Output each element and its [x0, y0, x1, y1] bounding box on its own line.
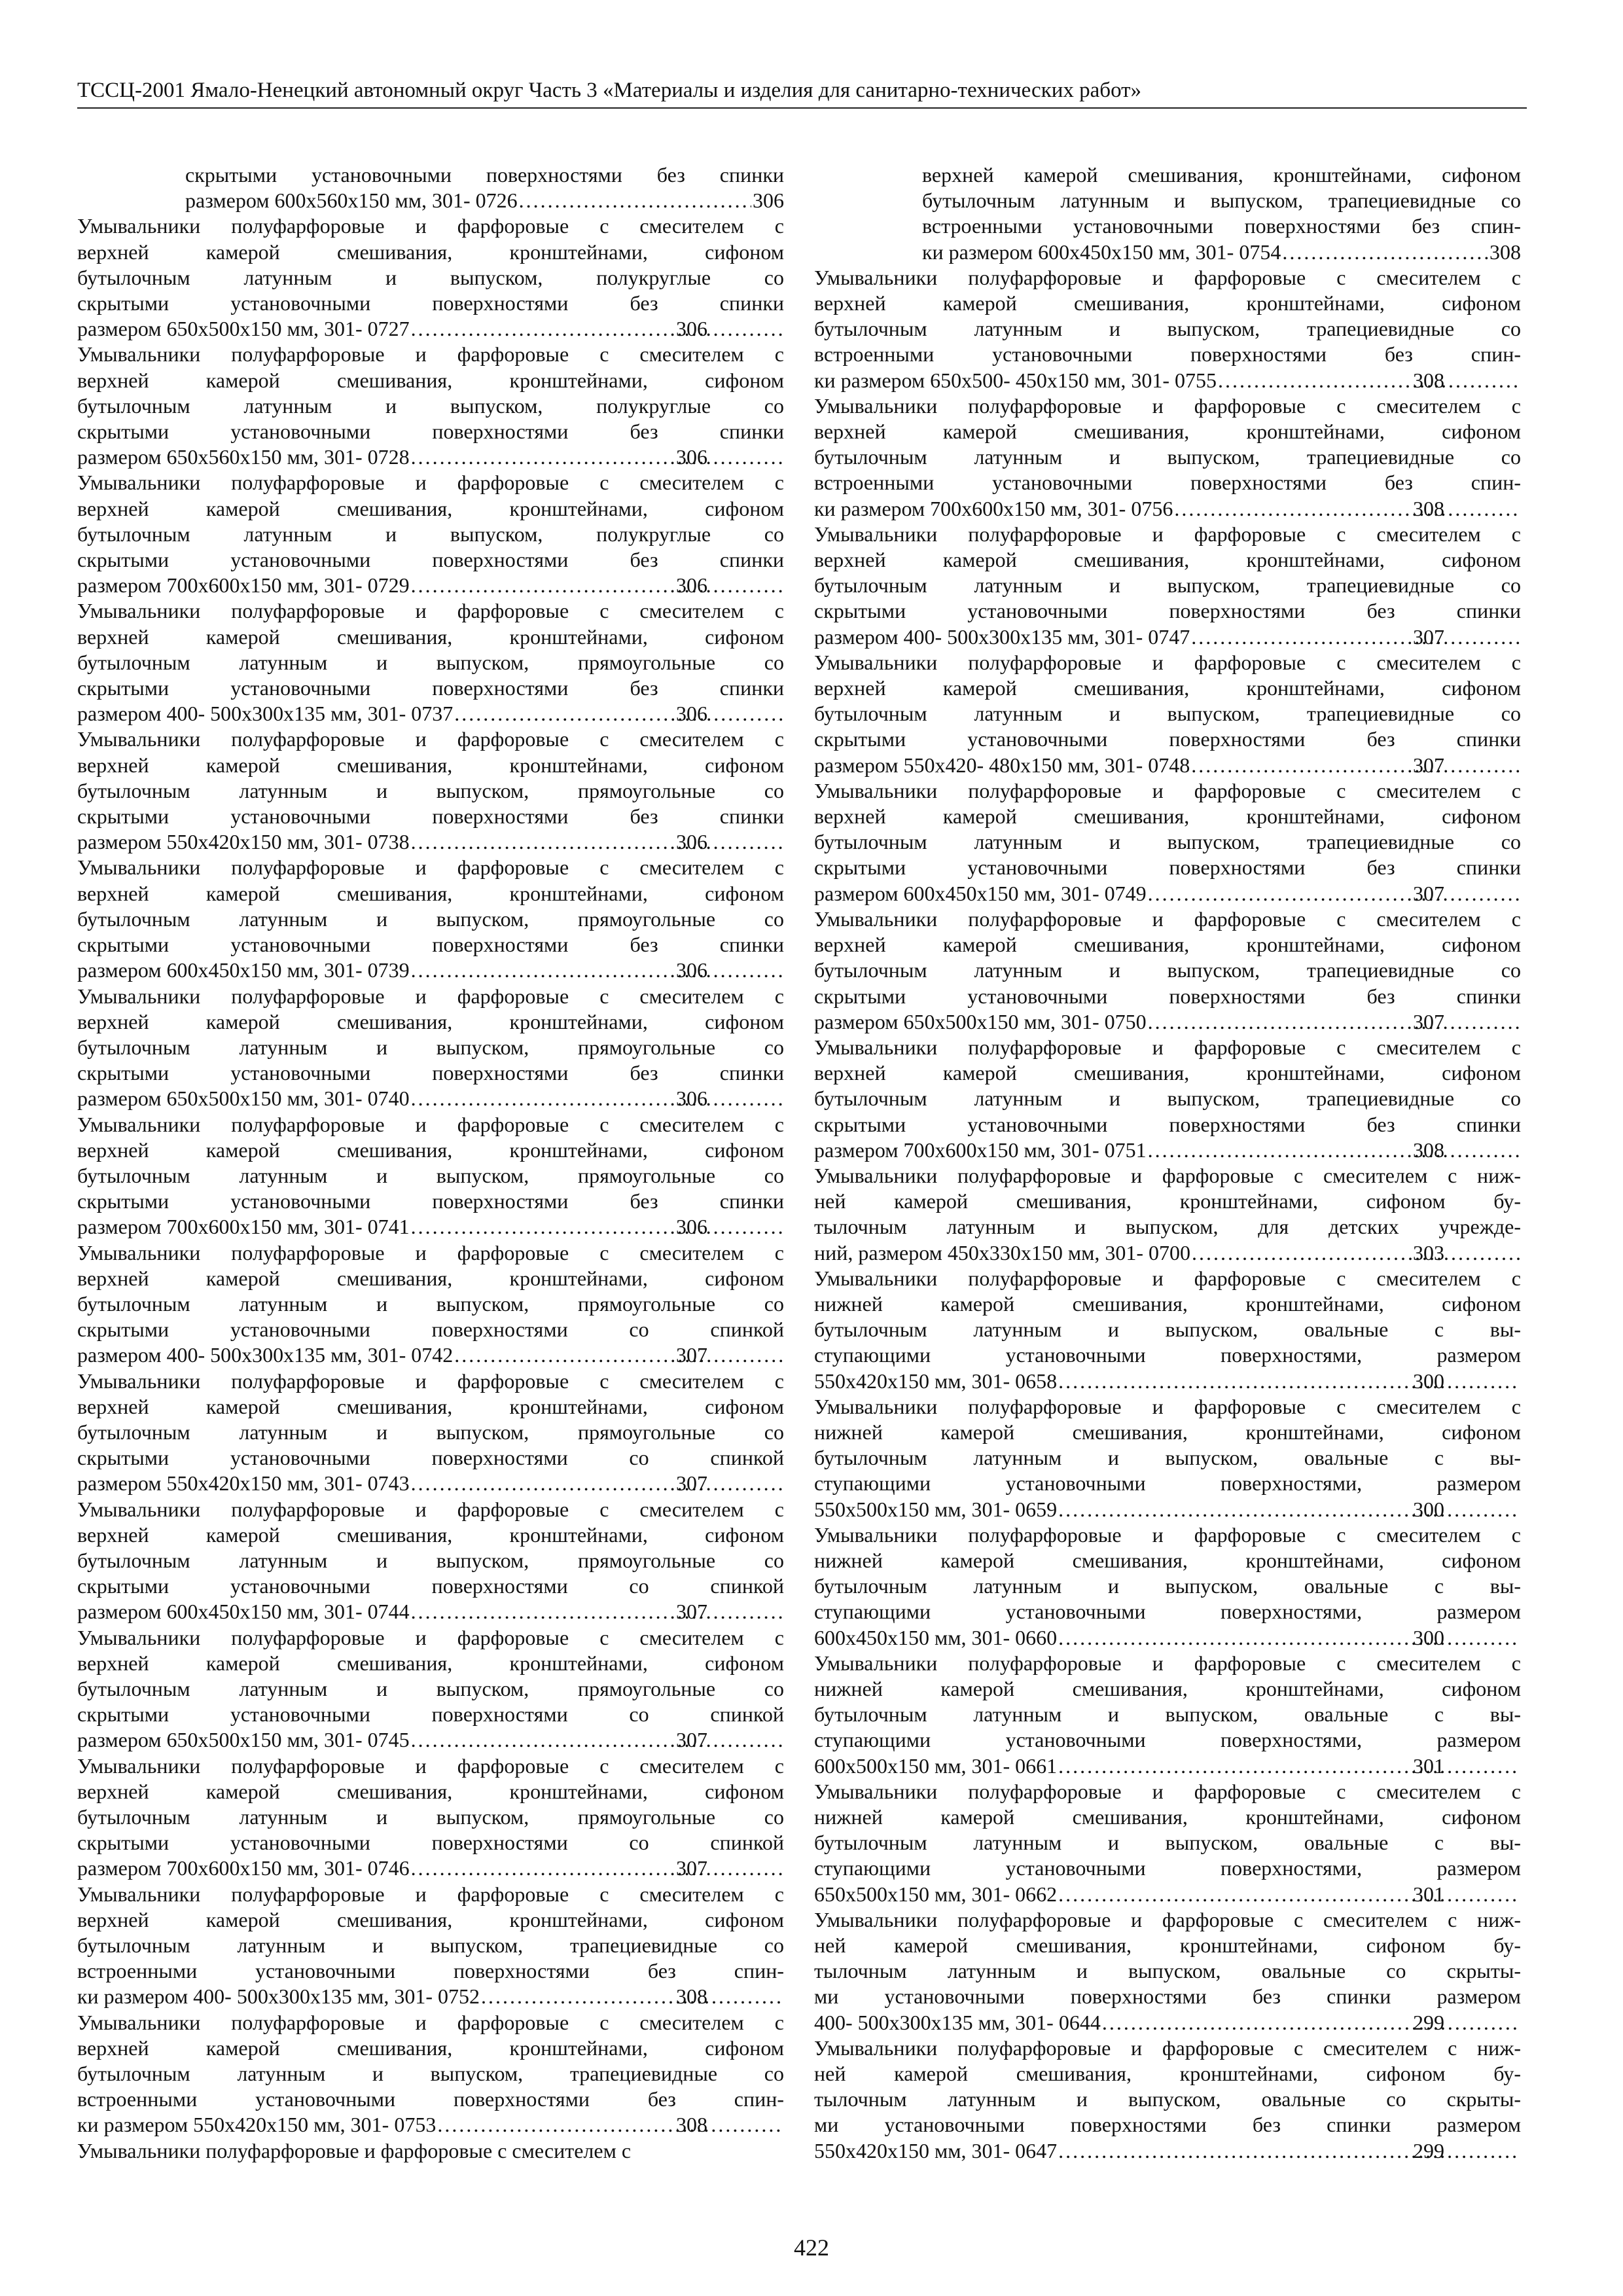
entry-last-line: размером 550х420- 480х150 мм, 301- 0748 ..... 307	[922, 753, 1521, 778]
entry-line: Умывальники полуфарфоровые и фарфоровые с смесителем с	[77, 1625, 784, 1649]
entry-size-code: размером 600х450х150 мм, 301- 0739	[77, 958, 410, 982]
entry-last-line: размером 650х500х150 мм, 301- 0745 ..... 307	[185, 1727, 784, 1753]
entry-line: бутылочным латунным и выпуском, трапециевидные со	[814, 958, 1521, 982]
index-entry	[814, 522, 1521, 650]
entry-line: встроенными установочными поверхностями без спин-	[77, 1959, 784, 1983]
entry-line: скрытыми установочными поверхностями со спинкой	[77, 1831, 784, 1855]
index-entry	[814, 906, 1521, 1035]
index-entry	[77, 213, 784, 342]
dot-leader	[437, 2112, 783, 2138]
entry-line: скрытыми установочными поверхностями без спинки	[77, 291, 784, 315]
index-entry	[814, 1779, 1521, 1907]
entry-last-line: 550х420х150 мм, 301- 0647 ..... 299	[922, 2138, 1521, 2164]
index-entry	[814, 1035, 1521, 1163]
entry-line: бутылочным латунным и выпуском, трапециевидные со	[814, 573, 1521, 598]
entry-line: бутылочным латунным и выпуском, овальные с вы-	[814, 1831, 1521, 1855]
entry-last-line: размером 650х500х150 мм, 301- 0740 ..... 306	[185, 1086, 784, 1111]
entry-line: Умывальники полуфарфоровые и фарфоровые с смесителем с ниж-	[814, 1163, 1521, 1187]
entry-line: Умывальники полуфарфоровые и фарфоровые с смесителем с	[814, 522, 1521, 546]
entry-line: бутылочным латунным и выпуском, полукруглые со	[77, 265, 784, 289]
entry-line: Умывальники полуфарфоровые и фарфоровые с смесителем с	[814, 393, 1521, 418]
entry-line: Умывальники полуфарфоровые и фарфоровые с смесителем с	[77, 2010, 784, 2034]
entry-line: Умывальники полуфарфоровые и фарфоровые с смесителем с	[814, 906, 1521, 931]
entry-size-code: 650х500х150 мм, 301- 0662	[814, 1882, 1058, 1906]
entry-line: верхней камерой смешивания, кронштейнами, сифоном	[814, 548, 1521, 572]
entry-line: ступающими установочными поверхностями, размером	[814, 1728, 1521, 1752]
entry-line: ступающими установочными поверхностями, размером	[814, 1471, 1521, 1496]
entry-size-code: размером 400- 500х300х135 мм, 301- 0742	[77, 1343, 454, 1367]
dot-leader	[411, 444, 783, 470]
dot-leader	[454, 1342, 783, 1368]
entry-size-code: размером 650х560х150 мм, 301- 0728	[77, 445, 410, 469]
dot-leader	[411, 1471, 783, 1496]
entry-size-code: размером 550х420х150 мм, 301- 0738	[77, 830, 410, 854]
entry-line: скрытыми установочными поверхностями без спинки	[814, 1112, 1521, 1136]
entry-size-code: размером 650х500х150 мм, 301- 0740	[77, 1086, 410, 1111]
entry-line: скрытыми установочными поверхностями без спинки	[77, 933, 784, 957]
entry-line: Умывальники полуфарфоровые и фарфоровые с смесителем с	[814, 650, 1521, 674]
entry-line: ми установочными поверхностями без спинки размером	[814, 1984, 1521, 2009]
index-entry	[77, 2138, 784, 2164]
dot-leader	[411, 1599, 783, 1624]
entry-line: бутылочным латунным и выпуском, прямоугольные со	[77, 778, 784, 802]
entry-line: бутылочным латунным и выпуском, овальные с вы-	[814, 1574, 1521, 1598]
entry-last-line: размером 600х450х150 мм, 301- 0744 ..... 307	[185, 1599, 784, 1624]
dot-leader	[1058, 1625, 1520, 1651]
entry-size-code: размером 700х600х150 мм, 301- 0746	[77, 1856, 410, 1880]
dot-leader	[411, 1214, 783, 1240]
entry-line: нижней камерой смешивания, кронштейнами, сифоном	[814, 1548, 1521, 1572]
entry-line: Умывальники полуфарфоровые и фарфоровые с смесителем с	[814, 1779, 1521, 1803]
entry-page-ref: 306	[753, 188, 784, 213]
entry-line: скрытыми установочными поверхностями без спинки	[77, 420, 784, 444]
entry-last-line: размером 700х600х150 мм, 301- 0729 ..... 306	[185, 573, 784, 598]
entry-line: скрытыми установочными поверхностями со спинкой	[77, 1574, 784, 1598]
entry-line: бутылочным латунным и выпуском, полукруглые со	[77, 522, 784, 546]
entry-line: скрытыми установочными поверхностями без спинки	[77, 804, 784, 829]
entry-last-line: 400- 500х300х135 мм, 301- 0644 ..... 299	[922, 2010, 1521, 2036]
entry-line: верхней камерой смешивания, кронштейнами, сифоном	[77, 1522, 784, 1547]
entry-line: Умывальники полуфарфоровые и фарфоровые с смесителем с	[77, 1497, 784, 1521]
entry-line: верхней камерой смешивания, кронштейнами, сифоном	[77, 624, 784, 649]
entry-size-code: размером 700х600х150 мм, 301- 0741	[77, 1215, 410, 1239]
entry-size-code: ки размером 600х450х150 мм, 301- 0754	[922, 240, 1281, 264]
entry-line: Умывальники полуфарфоровые и фарфоровые с смесителем с	[77, 727, 784, 751]
entry-size-code: размером 650х500х150 мм, 301- 0745	[77, 1728, 410, 1752]
entry-last-line: ки размером 650х500- 450х150 мм, 301- 0755 ..... 308	[922, 368, 1521, 393]
entry-line: бутылочным латунным и выпуском, прямоугольные со	[77, 1291, 784, 1316]
entry-line: нижней камерой смешивания, кронштейнами, сифоном	[814, 1291, 1521, 1316]
index-entry	[77, 1240, 784, 1369]
entry-line: бутылочным латунным и выпуском, прямоугольные со	[77, 1548, 784, 1572]
entry-line: Умывальники полуфарфоровые и фарфоровые с смесителем с ниж-	[814, 1907, 1521, 1931]
entry-line: ней камерой смешивания, кронштейнами, сифоном бу-	[814, 1189, 1521, 1213]
index-entry	[77, 1882, 784, 2010]
entry-line: тылочным латунным и выпуском, овальные со скрыты-	[814, 1959, 1521, 1983]
entry-size-code: размером 650х500х150 мм, 301- 0750	[814, 1009, 1147, 1033]
dot-leader	[411, 1856, 783, 1881]
entry-last-line: размером 550х420х150 мм, 301- 0743 ..... 307	[185, 1471, 784, 1496]
index-entry	[77, 1625, 784, 1753]
entry-line: тылочным латунным и выпуском, овальные со скрыты-	[814, 2087, 1521, 2111]
entry-size-code: размером 600х450х150 мм, 301- 0744	[77, 1600, 410, 1624]
entry-size-code: размером 700х600х150 мм, 301- 0729	[77, 573, 410, 598]
page-number-text: 422	[794, 2234, 829, 2261]
entry-last-line: размером 700х600х150 мм, 301- 0746 ..... 307	[185, 1856, 784, 1881]
index-entry	[77, 342, 784, 470]
dot-leader	[411, 958, 783, 983]
entry-line: Умывальники полуфарфоровые и фарфоровые с смесителем с	[77, 599, 784, 623]
entry-last-line: размером 550х420х150 мм, 301- 0738 ..... 306	[185, 829, 784, 855]
entry-size-code: ки размером 550х420х150 мм, 301- 0753	[77, 2113, 437, 2137]
entry-size-code: ки размером 650х500- 450х150 мм, 301- 0755	[814, 368, 1217, 392]
dot-leader	[1191, 753, 1520, 778]
index-entry	[77, 598, 784, 726]
entry-last-line: размером 700х600х150 мм, 301- 0741 ..... 306	[185, 1214, 784, 1240]
entry-line: Умывальники полуфарфоровые и фарфоровые с смесителем с	[77, 984, 784, 1008]
entry-last-line: 600х450х150 мм, 301- 0660 ..... 300	[922, 1625, 1521, 1651]
entry-line: верхней камерой смешивания, кронштейнами, сифоном	[77, 881, 784, 905]
entry-line: бутылочным латунным и выпуском, прямоугольные со	[77, 906, 784, 931]
entry-line: Умывальники полуфарфоровые и фарфоровые с смесителем с	[77, 2138, 632, 2162]
index-entry	[77, 2010, 784, 2138]
entry-line: бутылочным латунным и выпуском, овальные с вы-	[814, 1702, 1521, 1727]
entry-size-code: размером 650х500х150 мм, 301- 0727	[77, 317, 410, 341]
entry-line: бутылочным латунным и выпуском, полукруглые со	[77, 393, 784, 418]
entry-line: Умывальники полуфарфоровые и фарфоровые с смесителем с	[814, 1035, 1521, 1059]
entry-line: Умывальники полуфарфоровые и фарфоровые с смесителем с	[814, 265, 1521, 289]
entry-line: ней камерой смешивания, кронштейнами, сифоном бу-	[814, 1933, 1521, 1958]
entry-last-line: размером 400- 500х300х135 мм, 301- 0737 ..... 306	[185, 701, 784, 726]
entry-line: бутылочным латунным и выпуском, прямоугольные со	[77, 1805, 784, 1829]
entry-line: Умывальники полуфарфоровые и фарфоровые с смесителем с	[77, 342, 784, 367]
index-entry	[77, 1753, 784, 1882]
entry-last-line: 650х500х150 мм, 301- 0662 ..... 301	[922, 1882, 1521, 1907]
dot-leader	[1148, 1009, 1520, 1035]
entry-line: бутылочным латунным и выпуском, трапециевидные со	[814, 1086, 1521, 1111]
entry-line: Умывальники полуфарфоровые и фарфоровые с смесителем с	[77, 214, 784, 238]
entry-size-code: размером 400- 500х300х135 мм, 301- 0737	[77, 702, 454, 726]
index-entry	[814, 1394, 1521, 1522]
index-entry	[814, 2036, 1521, 2164]
entry-line: верхней камерой смешивания, кронштейнами, сифоном	[77, 753, 784, 777]
index-entry	[814, 1522, 1521, 1651]
entry-line: скрытыми установочными поверхностями со спинкой	[77, 1446, 784, 1470]
entry-line: скрытыми установочными поверхностями без спинки	[814, 599, 1521, 623]
index-entry	[814, 162, 1521, 265]
entry-line: верхней камерой смешивания, кронштейнами, сифоном	[77, 1009, 784, 1033]
entry-line: Умывальники полуфарфоровые и фарфоровые с смесителем с	[814, 1266, 1521, 1290]
entry-size-code: размером 600х560х150 мм, 301- 0726	[185, 188, 518, 213]
entry-line: скрытыми установочными поверхностями без спинки	[814, 727, 1521, 751]
entry-line: верхней камерой смешивания, кронштейнами, сифоном	[814, 804, 1521, 829]
dot-leader	[1218, 368, 1520, 393]
index-entry	[77, 1369, 784, 1497]
dot-leader	[411, 573, 783, 598]
entry-size-code: размером 600х450х150 мм, 301- 0749	[814, 881, 1147, 905]
entry-last-line: 550х500х150 мм, 301- 0659 ..... 300	[922, 1497, 1521, 1522]
index-entry	[77, 470, 784, 598]
entry-line: верхней камерой смешивания, кронштейнами, сифоном	[77, 368, 784, 392]
entry-page-ref: 308	[1489, 240, 1521, 264]
entry-line: Умывальники полуфарфоровые и фарфоровые с смесителем с	[77, 1240, 784, 1265]
entry-last-line	[922, 240, 1521, 265]
dot-leader	[1058, 1369, 1520, 1394]
entry-line: встроенными установочными поверхностями без спин-	[814, 471, 1521, 495]
index-column-left	[77, 162, 784, 2164]
entry-last-line: размером 600х450х150 мм, 301- 0739 ..... 306	[185, 958, 784, 983]
index-entry	[814, 778, 1521, 906]
entry-line: бутылочным латунным и выпуском, прямоугольные со	[77, 1163, 784, 1187]
index-entry	[77, 162, 784, 213]
index-entry	[814, 1266, 1521, 1394]
entry-line: скрытыми установочными поверхностями со спинкой	[77, 1318, 784, 1342]
entry-line: встроенными установочными поверхностями без спин-	[922, 214, 1521, 238]
entry-size-code: ки размером 400- 500х300х135 мм, 301- 0752	[77, 1984, 480, 2009]
entry-line: верхней камерой смешивания, кронштейнами, сифоном	[77, 2036, 784, 2060]
entry-line: верхней камерой смешивания, кронштейнами, сифоном	[77, 240, 784, 264]
entry-size-code: 400- 500х300х135 мм, 301- 0644	[814, 2010, 1101, 2034]
dot-leader	[411, 316, 783, 342]
entry-line: Умывальники полуфарфоровые и фарфоровые с смесителем с	[77, 1753, 784, 1778]
entry-last-line: размером 650х500х150 мм, 301- 0750 ..... 307	[922, 1009, 1521, 1035]
entry-line: бутылочным латунным и выпуском, трапециевидные со	[922, 188, 1521, 213]
entry-last-line	[185, 188, 784, 213]
dot-leader	[1174, 496, 1520, 522]
entry-line: скрытыми установочными поверхностями со спинкой	[77, 1702, 784, 1727]
entry-line: скрытыми установочными поверхностями без спинки	[185, 163, 784, 187]
page-number	[0, 2234, 1623, 2261]
dot-leader	[1282, 240, 1488, 265]
entry-line: верхней камерой смешивания, кронштейнами, сифоном	[77, 1394, 784, 1418]
entry-line: верхней камерой смешивания, кронштейнами, сифоном	[814, 291, 1521, 315]
entry-last-line: размером 400- 500х300х135 мм, 301- 0747 ..... 307	[922, 624, 1521, 650]
index-entry	[77, 1497, 784, 1625]
header-title: ТССЦ-2001 Ямало-Ненецкий автономный округ Часть 3 «Материалы и изделия для санитарно-технических работ»	[77, 79, 1142, 102]
entry-line: встроенными установочными поверхностями без спин-	[814, 342, 1521, 367]
entry-line: ступающими установочными поверхностями, размером	[814, 1343, 1521, 1367]
entry-line: бутылочным латунным и выпуском, трапециевидные со	[814, 317, 1521, 341]
dot-leader	[1148, 1138, 1520, 1163]
entry-line: верхней камерой смешивания, кронштейнами, сифоном	[77, 1779, 784, 1803]
entry-line: бутылочным латунным и выпуском, прямоугольные со	[77, 1420, 784, 1444]
entry-size-code: ний, размером 450х330х150 мм, 301- 0700	[814, 1240, 1191, 1265]
dot-leader	[1191, 624, 1520, 650]
entry-size-code: 600х500х150 мм, 301- 0661	[814, 1753, 1058, 1778]
index-entry	[77, 726, 784, 855]
entry-size-code: размером 550х420х150 мм, 301- 0743	[77, 1471, 410, 1496]
entry-last-line: 550х420х150 мм, 301- 0658 ..... 300	[922, 1369, 1521, 1394]
entry-size-code: 550х420х150 мм, 301- 0658	[814, 1369, 1058, 1393]
index-entry	[77, 984, 784, 1112]
entry-line: нижней камерой смешивания, кронштейнами, сифоном	[814, 1676, 1521, 1700]
index-entry	[814, 265, 1521, 393]
entry-line: бутылочным латунным и выпуском, прямоугольные со	[77, 1676, 784, 1700]
entry-last-line: 600х500х150 мм, 301- 0661 ..... 301	[922, 1753, 1521, 1779]
dot-leader	[454, 701, 783, 726]
entry-line: Умывальники полуфарфоровые и фарфоровые с смесителем с	[814, 1394, 1521, 1418]
entry-line: верхней камерой смешивания, кронштейнами, сифоном	[814, 1061, 1521, 1085]
entry-line: бутылочным латунным и выпуском, трапециевидные со	[814, 445, 1521, 469]
entry-line: скрытыми установочными поверхностями без спинки	[77, 1189, 784, 1213]
dot-leader	[411, 1727, 783, 1753]
entry-line: Умывальники полуфарфоровые и фарфоровые с смесителем с	[77, 471, 784, 495]
entry-line: верхней камерой смешивания, кронштейнами, сифоном	[77, 496, 784, 520]
entry-line: ступающими установочными поверхностями, размером	[814, 1856, 1521, 1880]
entry-line: скрытыми установочными поверхностями без спинки	[77, 548, 784, 572]
entry-size-code: 600х450х150 мм, 301- 0660	[814, 1625, 1058, 1649]
entry-line: верхней камерой смешивания, кронштейнами, сифоном	[77, 1907, 784, 1931]
entry-line: встроенными установочными поверхностями без спин-	[77, 2087, 784, 2111]
entry-line: ми установочными поверхностями без спинки размером	[814, 2113, 1521, 2137]
entry-line: Умывальники полуфарфоровые и фарфоровые с смесителем с	[814, 1522, 1521, 1547]
entry-line: Умывальники полуфарфоровые и фарфоровые с смесителем с ниж-	[814, 2036, 1521, 2060]
index-entry	[814, 650, 1521, 778]
dot-leader	[1058, 1497, 1520, 1522]
entry-line: скрытыми установочными поверхностями без спинки	[814, 984, 1521, 1008]
entry-line: верхней камерой смешивания, кронштейнами, сифоном	[814, 933, 1521, 957]
entry-line: тылочным латунным и выпуском, для детских учрежде-	[814, 1215, 1521, 1239]
entry-line: Умывальники полуфарфоровые и фарфоровые с смесителем с	[814, 1651, 1521, 1675]
entry-line: бутылочным латунным и выпуском, трапециевидные со	[77, 1933, 784, 1958]
entry-line: скрытыми установочными поверхностями без спинки	[77, 676, 784, 700]
entry-line: Умывальники полуфарфоровые и фарфоровые с смесителем с	[77, 855, 784, 880]
index-entry	[77, 855, 784, 983]
entry-last-line: размером 700х600х150 мм, 301- 0751 ..... 308	[922, 1138, 1521, 1163]
entry-line: нижней камерой смешивания, кронштейнами, сифоном	[814, 1805, 1521, 1829]
index-entry	[77, 1112, 784, 1240]
index-entry	[814, 393, 1521, 522]
entry-line: верхней камерой смешивания, кронштейнами, сифоном	[922, 163, 1521, 187]
dot-leader	[1102, 2010, 1520, 2036]
entry-line: верхней камерой смешивания, кронштейнами, сифоном	[814, 676, 1521, 700]
entry-line: верхней камерой смешивания, кронштейнами, сифоном	[77, 1651, 784, 1675]
entry-last-line: ки размером 550х420х150 мм, 301- 0753 ..... 308	[185, 2112, 784, 2138]
entry-line: верхней камерой смешивания, кронштейнами, сифоном	[814, 420, 1521, 444]
dot-leader	[1058, 1882, 1520, 1907]
entry-line: Умывальники полуфарфоровые и фарфоровые с смесителем с	[77, 1882, 784, 1906]
page-header	[77, 77, 1527, 109]
entry-size-code: ки размером 700х600х150 мм, 301- 0756	[814, 496, 1173, 520]
entry-last-line: ки размером 700х600х150 мм, 301- 0756 ..... 308	[922, 496, 1521, 522]
dot-leader	[481, 1984, 783, 2009]
entry-line: Умывальники полуфарфоровые и фарфоровые с смесителем с	[814, 778, 1521, 802]
entry-last-line: ний, размером 450х330х150 мм, 301- 0700 ..... 303	[922, 1240, 1521, 1266]
dot-leader	[1148, 881, 1520, 906]
entry-line: бутылочным латунным и выпуском, овальные с вы-	[814, 1446, 1521, 1470]
entry-line: бутылочным латунным и выпуском, овальные с вы-	[814, 1318, 1521, 1342]
entry-line: Умывальники полуфарфоровые и фарфоровые с смесителем с	[77, 1369, 784, 1393]
dot-leader	[411, 829, 783, 855]
entry-line: бутылочным латунным и выпуском, трапециевидные со	[814, 830, 1521, 854]
index-column-right	[814, 162, 1521, 2164]
entry-last-line: размером 650х500х150 мм, 301- 0727 ..... 306	[185, 316, 784, 342]
entry-line: Умывальники полуфарфоровые и фарфоровые с смесителем с	[77, 1112, 784, 1136]
index-entry	[814, 1651, 1521, 1779]
entry-line: бутылочным латунным и выпуском, прямоугольные со	[77, 650, 784, 674]
entry-last-line: размером 650х560х150 мм, 301- 0728 ..... 306	[185, 444, 784, 470]
entry-line: бутылочным латунным и выпуском, трапециевидные со	[77, 2062, 784, 2086]
entry-line: верхней камерой смешивания, кронштейнами, сифоном	[77, 1138, 784, 1162]
entry-size-code: размером 700х600х150 мм, 301- 0751	[814, 1138, 1147, 1162]
dot-leader	[1058, 2138, 1520, 2164]
entry-line: верхней камерой смешивания, кронштейнами, сифоном	[77, 1266, 784, 1290]
entry-last-line: размером 600х450х150 мм, 301- 0749 ..... 307	[922, 881, 1521, 906]
entry-line: нижней камерой смешивания, кронштейнами, сифоном	[814, 1420, 1521, 1444]
entry-size-code: размером 550х420- 480х150 мм, 301- 0748	[814, 753, 1190, 777]
entry-size-code: 550х420х150 мм, 301- 0647	[814, 2138, 1058, 2162]
entry-size-code: размером 400- 500х300х135 мм, 301- 0747	[814, 624, 1190, 649]
dot-leader	[1192, 1240, 1520, 1266]
dot-leader	[519, 188, 751, 213]
entry-size-code: 550х500х150 мм, 301- 0659	[814, 1497, 1058, 1521]
dot-leader	[1058, 1753, 1520, 1779]
entry-line: ступающими установочными поверхностями, размером	[814, 1600, 1521, 1624]
entry-line: скрытыми установочными поверхностями без спинки	[814, 855, 1521, 880]
entry-line: бутылочным латунным и выпуском, трапециевидные со	[814, 702, 1521, 726]
index-entry	[814, 1907, 1521, 2036]
entry-line: бутылочным латунным и выпуском, прямоугольные со	[77, 1035, 784, 1059]
entry-line: скрытыми установочными поверхностями без спинки	[77, 1061, 784, 1085]
entry-line: ней камерой смешивания, кронштейнами, сифоном бу-	[814, 2062, 1521, 2086]
entry-last-line: ки размером 400- 500х300х135 мм, 301- 0752 ..... 308	[185, 1984, 784, 2009]
entry-last-line: размером 400- 500х300х135 мм, 301- 0742 ..... 307	[185, 1342, 784, 1368]
index-entry	[814, 1163, 1521, 1266]
dot-leader	[411, 1086, 783, 1111]
